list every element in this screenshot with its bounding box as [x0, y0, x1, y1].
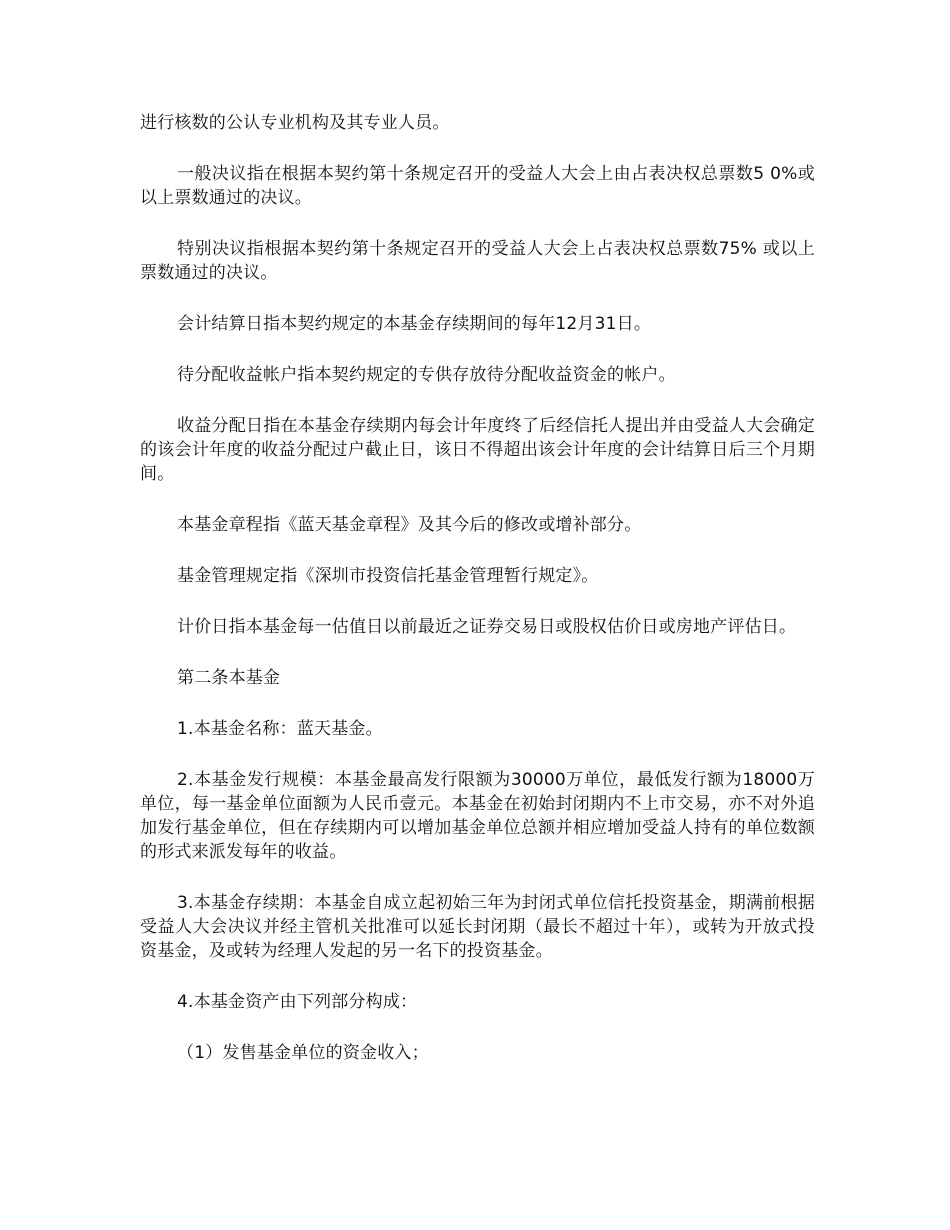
paragraph-valuation-date: 计价日指本基金每一估值日以前最近之证券交易日或股权估价日或房地产评估日。	[177, 617, 797, 637]
paragraph-assets-heading: 4.本基金资产由下列部分构成：	[177, 992, 418, 1012]
paragraph-accounting-date: 会计结算日指本契约规定的本基金存续期间的每年12月31日。	[177, 314, 652, 334]
paragraph-fund-charter: 本基金章程指《蓝天基金章程》及其今后的修改或增补部分。	[177, 515, 642, 535]
paragraph-fund-name: 1.本基金名称：蓝天基金。	[177, 719, 383, 739]
paragraph-special-resolution: 特别决议指根据本契约第十条规定召开的受益人大会上占表决权总票数75% 或以上票数通过的决议。	[140, 239, 815, 283]
paragraph-distribution-account: 待分配收益帐户指本契约规定的专供存放待分配收益资金的帐户。	[177, 365, 676, 385]
paragraph-issue-scale: 2.本基金发行规模：本基金最高发行限额为30000万单位，最低发行额为18000万单位，每一基金单位面额为人民币壹元。本基金在初始封闭期内不上市交易，亦不对外追加发行基金单位，但在存续期内可以增加基金单位总额并相应增加受益人持有的单位数额的形式来派发每年的收益。	[140, 770, 815, 862]
paragraph-continuation: 进行核数的公认专业机构及其专业人员。	[140, 113, 450, 133]
paragraph-duration: 3.本基金存续期：本基金自成立起初始三年为封闭式单位信托投资基金，期满前根据受益人大会决议并经主管机关批准可以延长封闭期（最长不超过十年），或转为开放式投资基金，及或转为经理人发起的另一名下的投资基金。	[140, 893, 815, 961]
paragraph-fund-regulation: 基金管理规定指《深圳市投资信托基金管理暂行规定》。	[177, 566, 599, 586]
paragraph-assets-item-1: （1）发售基金单位的资金收入；	[177, 1043, 429, 1063]
paragraph-distribution-date: 收益分配日指在本基金存续期内每会计年度终了后经信托人提出并由受益人大会确定的该会计年度的收益分配过户截止日，该日不得超出该会计年度的会计结算日后三个月期间。	[140, 416, 815, 484]
document-body	[140, 111, 815, 1092]
paragraph-ordinary-resolution: 一般决议指在根据本契约第十条规定召开的受益人大会上由占表决权总票数5 0%或以上票数通过的决议。	[140, 164, 815, 208]
section-heading-article-2: 第二条本基金	[177, 668, 281, 688]
